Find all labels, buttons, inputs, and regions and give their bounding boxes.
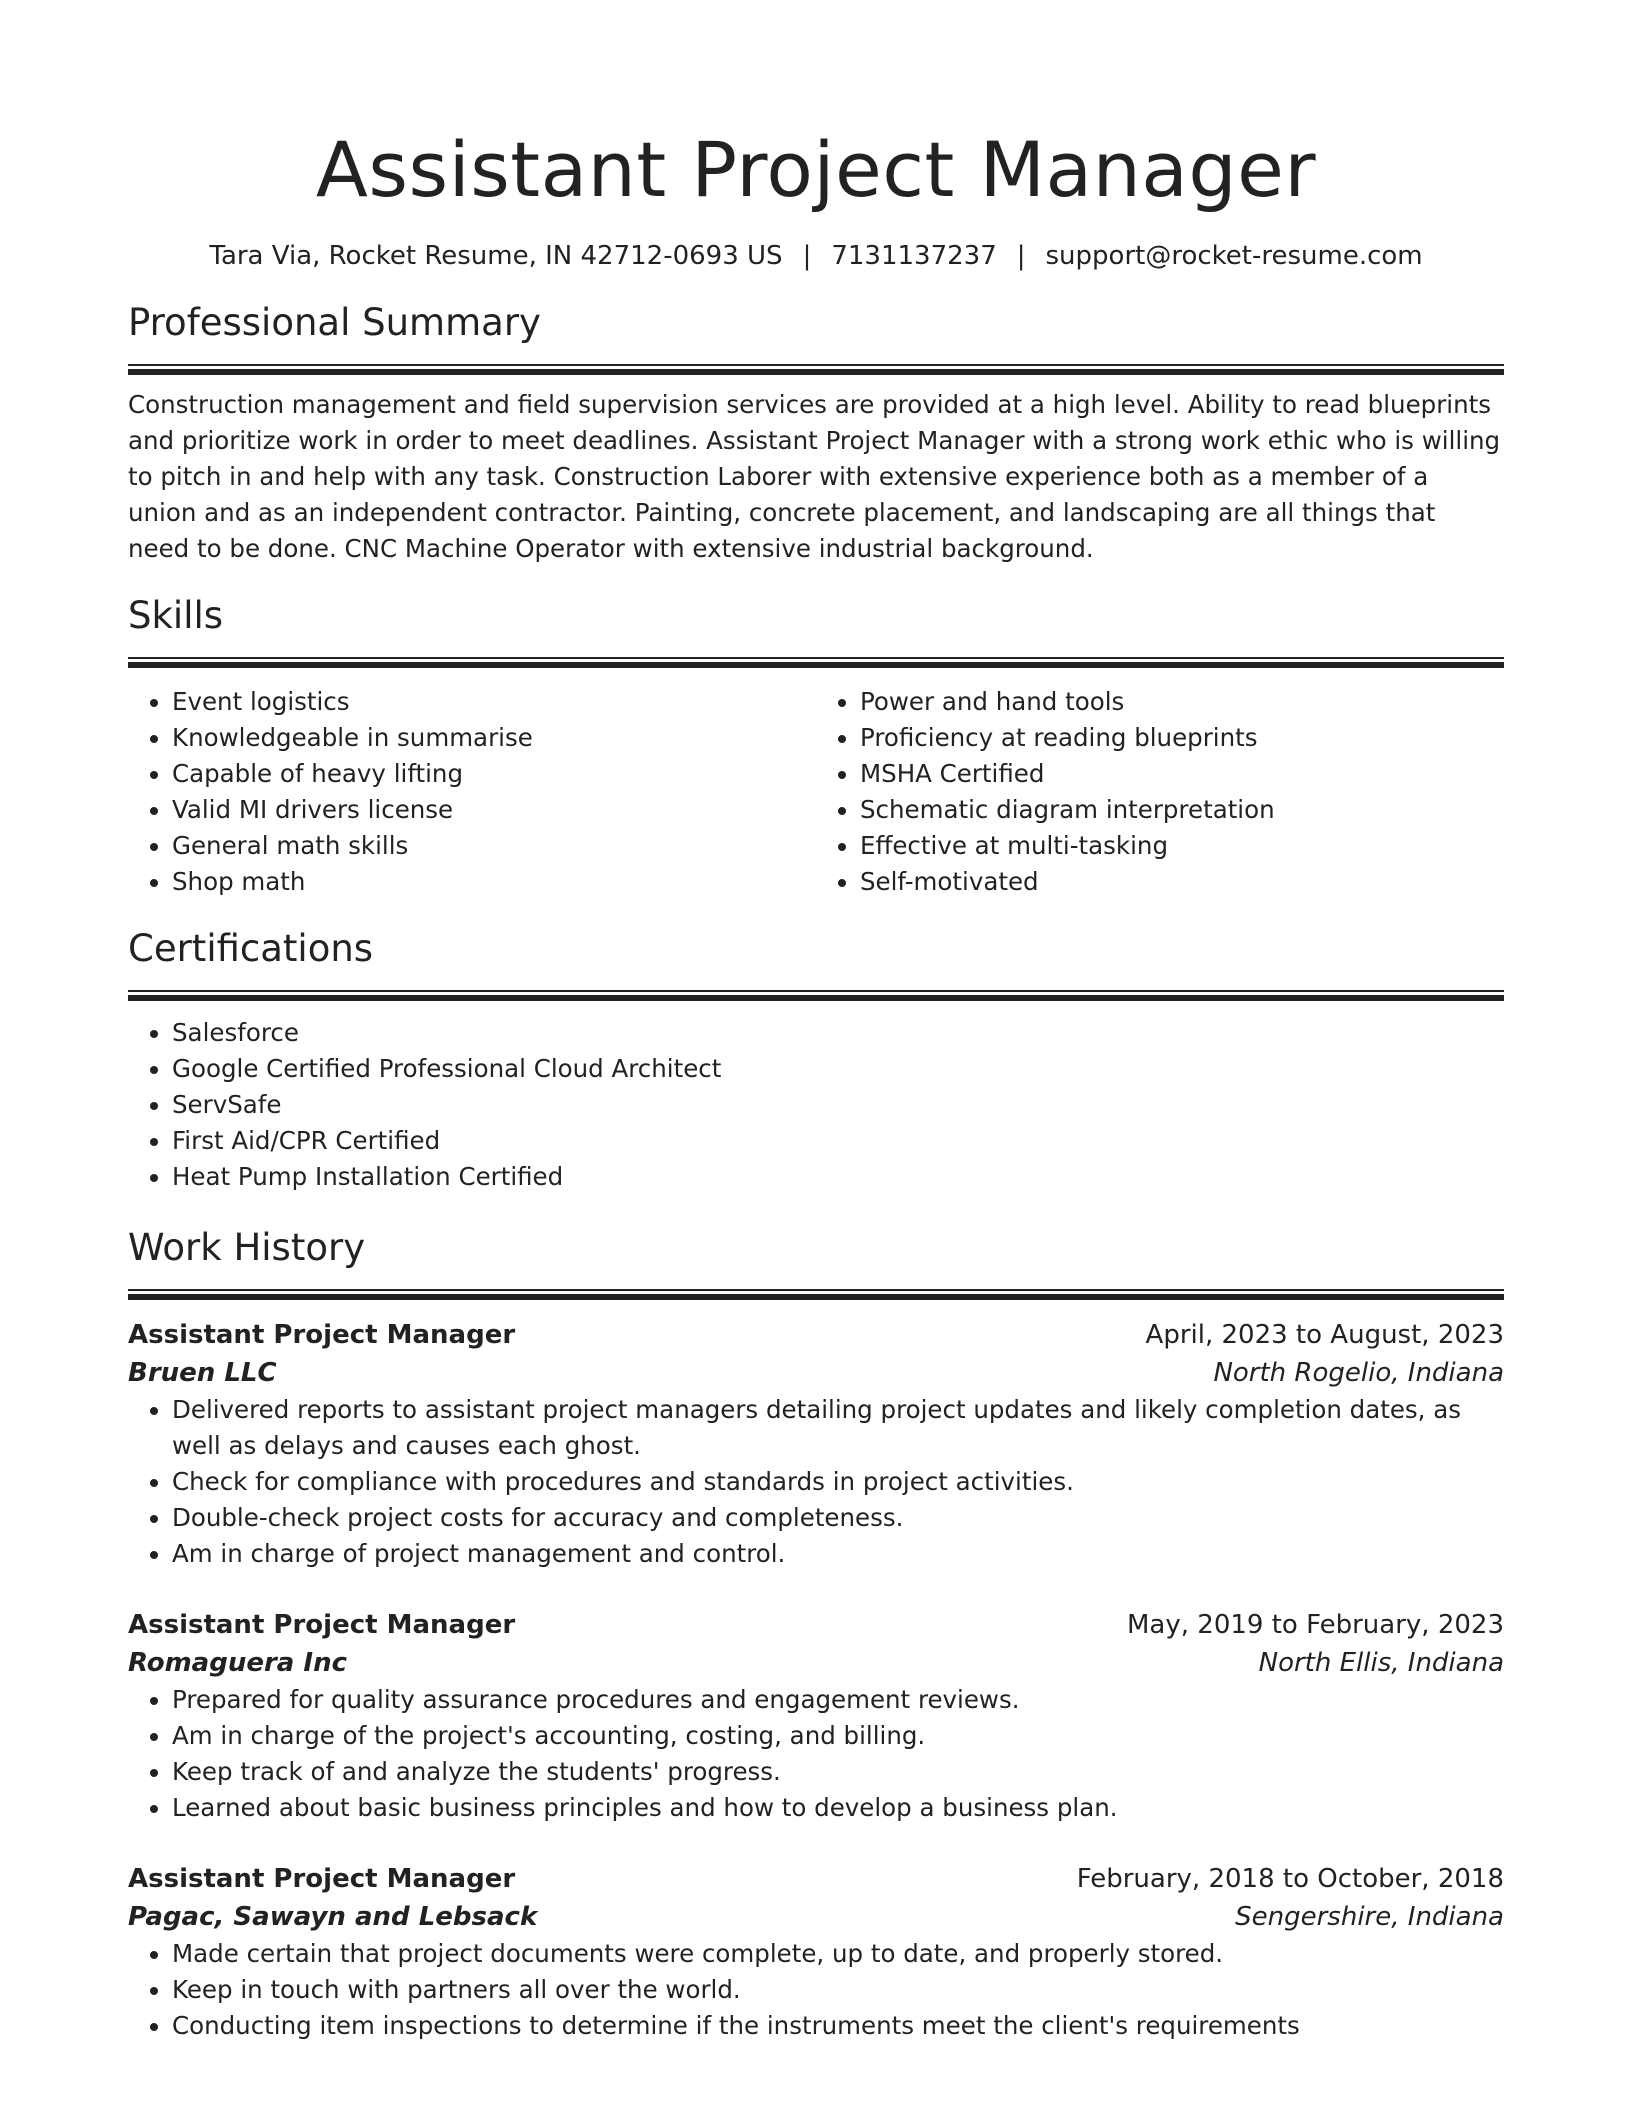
certification-item: • ServSafe: [172, 1087, 1504, 1123]
job-dates: May, 2019 to February, 2023: [1127, 1610, 1504, 1640]
job-company: Bruen LLC: [128, 1358, 277, 1388]
job-bullet: • Am in charge of the project's accounting, costing, and billing.: [172, 1718, 1504, 1754]
skills-columns: [128, 684, 1504, 900]
contact-separator: |: [802, 241, 812, 271]
job-title: Assistant Project Manager: [128, 1864, 516, 1894]
skills-section: [128, 589, 1504, 900]
job-bullet: • Conducting item inspections to determine if the instruments meet the client's requirements: [172, 2008, 1504, 2044]
job-location: Sengershire, Indiana: [1235, 1902, 1504, 1932]
document-title: Assistant Project Manager: [315, 125, 1317, 214]
job-title: Assistant Project Manager: [128, 1320, 516, 1350]
skill-item: • Schematic diagram interpretation: [860, 792, 1504, 828]
section-heading-work-history: Work History: [128, 1226, 366, 1269]
certifications-list: [128, 1015, 1504, 1195]
job-dates: April, 2023 to August, 2023: [1145, 1320, 1504, 1350]
skills-list-left: [128, 684, 816, 900]
job-entry: [128, 1316, 1504, 1572]
summary-section: [128, 296, 1504, 567]
skill-item: • Power and hand tools: [860, 684, 1504, 720]
job-company: Romaguera Inc: [128, 1648, 347, 1678]
contact-separator: |: [1016, 241, 1026, 271]
skill-item: • MSHA Certified: [860, 756, 1504, 792]
job-subheader: [128, 1354, 1504, 1392]
job-subheader: [128, 1644, 1504, 1682]
certification-item: • Heat Pump Installation Certified: [172, 1159, 1504, 1195]
skill-item: • Effective at multi-tasking: [860, 828, 1504, 864]
job-header: [128, 1860, 1504, 1898]
job-bullet: • Am in charge of project management and control.: [172, 1536, 1504, 1572]
job-company: Pagac, Sawayn and Lebsack: [128, 1902, 538, 1932]
section-heading-certifications: Certifications: [128, 927, 374, 970]
skill-item: • Shop math: [172, 864, 816, 900]
skill-item: • Event logistics: [172, 684, 816, 720]
certifications-section: [128, 922, 1504, 1195]
summary-text: Construction management and field supervision services are provided at a high level. Ability to read blueprints and prioritize work in order to meet deadlines. Assistant Project Manager with a strong work ethic who is willing to pitch in and help with any task. Construction Laborer with extensive experience both as a member of a union and as an independent contractor. Painting, concrete placement, and landscaping are all things that need to be done. CNC Machine Operator with extensive industrial background.: [128, 390, 1501, 563]
job-subheader: [128, 1898, 1504, 1936]
skill-item: • Self-motivated: [860, 864, 1504, 900]
job-bullet: • Keep in touch with partners all over the world.: [172, 1972, 1504, 2008]
certification-item: • First Aid/CPR Certified: [172, 1123, 1504, 1159]
section-divider: [128, 1289, 1504, 1300]
certification-item: • Salesforce: [172, 1015, 1504, 1051]
job-dates: February, 2018 to October, 2018: [1076, 1864, 1504, 1894]
job-bullet: • Prepared for quality assurance procedures and engagement reviews.: [172, 1682, 1504, 1718]
section-heading-summary: Professional Summary: [128, 301, 541, 344]
job-entry: [128, 1860, 1504, 2044]
job-entry: [128, 1606, 1504, 1826]
job-bullets: [128, 1392, 1504, 1572]
job-bullet: • Delivered reports to assistant project managers detailing project updates and likely completion dates, as well as delays and causes each ghost.: [172, 1392, 1504, 1464]
job-bullet: • Double-check project costs for accuracy and completeness.: [172, 1500, 1504, 1536]
job-bullets: [128, 1936, 1504, 2044]
section-heading-skills: Skills: [128, 594, 224, 637]
job-title: Assistant Project Manager: [128, 1610, 516, 1640]
skill-item: • Valid MI drivers license: [172, 792, 816, 828]
job-bullet: • Made certain that project documents were complete, up to date, and properly stored.: [172, 1936, 1504, 1972]
skills-list-right: [816, 684, 1504, 900]
job-location: North Ellis, Indiana: [1258, 1648, 1504, 1678]
contact-phone: 7131137237: [831, 241, 997, 271]
skill-item: • Proficiency at reading blueprints: [860, 720, 1504, 756]
skill-item: • Capable of heavy lifting: [172, 756, 816, 792]
job-bullet: • Check for compliance with procedures and standards in project activities.: [172, 1464, 1504, 1500]
job-header: [128, 1606, 1504, 1644]
job-bullet: • Learned about basic business principles and how to develop a business plan.: [172, 1790, 1504, 1826]
job-bullets: [128, 1682, 1504, 1826]
contact-line: [128, 238, 1504, 274]
section-divider: [128, 364, 1504, 375]
section-divider: [128, 990, 1504, 1001]
contact-email: support@rocket-resume.com: [1045, 241, 1423, 271]
job-header: [128, 1316, 1504, 1354]
section-divider: [128, 657, 1504, 668]
job-location: North Rogelio, Indiana: [1213, 1358, 1504, 1388]
work-history-section: [128, 1221, 1504, 2044]
certification-item: • Google Certified Professional Cloud Architect: [172, 1051, 1504, 1087]
skill-item: • Knowledgeable in summarise: [172, 720, 816, 756]
job-bullet: • Keep track of and analyze the students' progress.: [172, 1754, 1504, 1790]
contact-address: Tara Via, Rocket Resume, IN 42712-0693 US: [209, 241, 783, 271]
skill-item: • General math skills: [172, 828, 816, 864]
